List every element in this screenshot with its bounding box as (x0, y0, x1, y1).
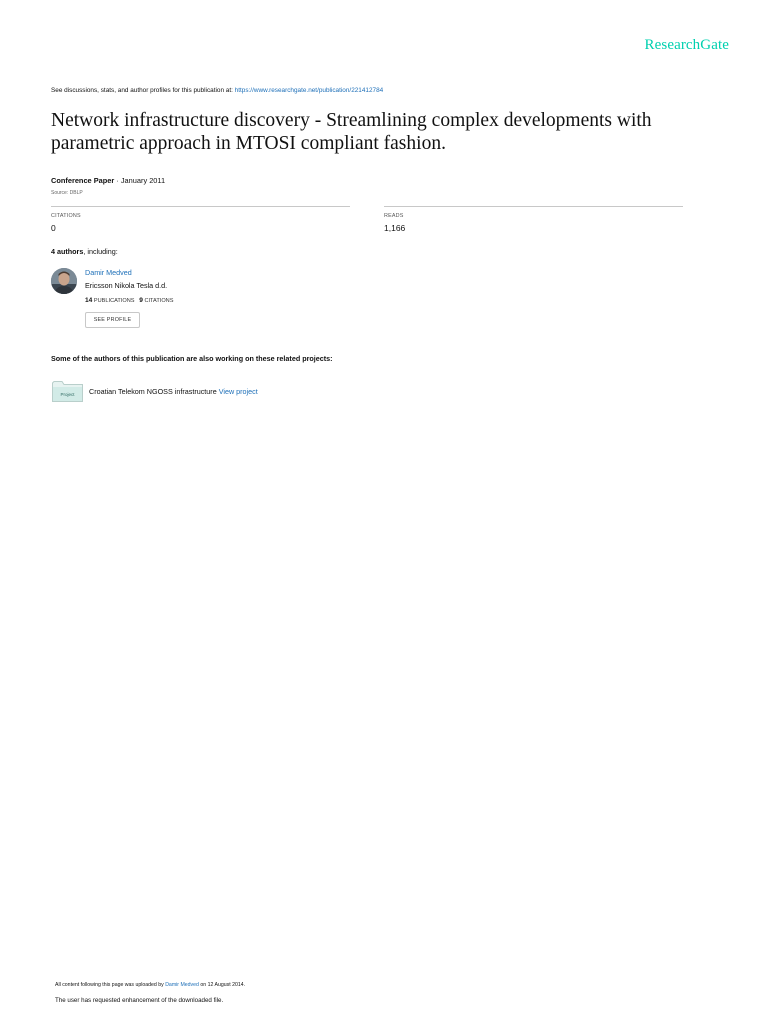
publication-url-link[interactable]: https://www.researchgate.net/publication/221412784 (234, 87, 384, 94)
author-citations-label: CITATIONS (144, 298, 174, 304)
publication-source: Source: DBLP (51, 190, 83, 196)
avatar-photo-icon (51, 268, 77, 294)
project-icon-label: Project (60, 392, 75, 397)
reads-label: READS (384, 213, 404, 219)
upload-notice (55, 982, 245, 988)
see-profile-button[interactable]: SEE PROFILE (85, 312, 140, 328)
project-name: Croatian Telekom NGOSS infrastructure (89, 387, 217, 396)
upload-suffix: on 12 August 2014. (200, 982, 246, 988)
author-name-link[interactable]: Damir Medved (85, 268, 132, 277)
reads-divider (384, 206, 683, 207)
citations-label: CITATIONS (51, 213, 81, 219)
upload-prefix: All content following this page was uploaded by (55, 982, 164, 988)
project-folder-icon[interactable] (52, 380, 83, 402)
publication-date: · January 2011 (116, 176, 166, 185)
author-publications-label: PUBLICATIONS (93, 298, 135, 304)
project-entry (89, 387, 258, 396)
related-projects-heading: Some of the authors of this publication are also working on these related projects: (51, 354, 333, 363)
author-publications-count: 14 (85, 297, 93, 304)
discussion-notice (51, 87, 383, 94)
author-citations-count: 9 (139, 297, 143, 304)
author-affiliation: Ericsson Nikola Tesla d.d. (85, 281, 168, 290)
citations-value: 0 (51, 223, 56, 233)
publication-meta (51, 176, 165, 185)
folder-icon (52, 380, 83, 402)
view-project-link[interactable]: View project (218, 387, 258, 396)
publication-type: Conference Paper (51, 176, 115, 185)
researchgate-logo[interactable]: ResearchGate (644, 37, 729, 53)
author-stats (85, 297, 173, 304)
uploader-link[interactable]: Damir Medved (165, 982, 199, 988)
reads-value: 1,166 (384, 223, 406, 233)
discussion-prefix: See discussions, stats, and author profiles for this publication at: (51, 87, 233, 94)
authors-suffix: , including: (83, 247, 118, 256)
publication-title: Network infrastructure discovery - Streamlining complex developments with parametric approach in MTOSI compliant fashion. (51, 110, 652, 154)
authors-summary (51, 247, 118, 256)
author-avatar[interactable] (51, 268, 77, 294)
citations-divider (51, 206, 350, 207)
enhancement-notice: The user has requested enhancement of the downloaded file. (55, 997, 224, 1004)
authors-count: 4 authors (51, 247, 84, 256)
